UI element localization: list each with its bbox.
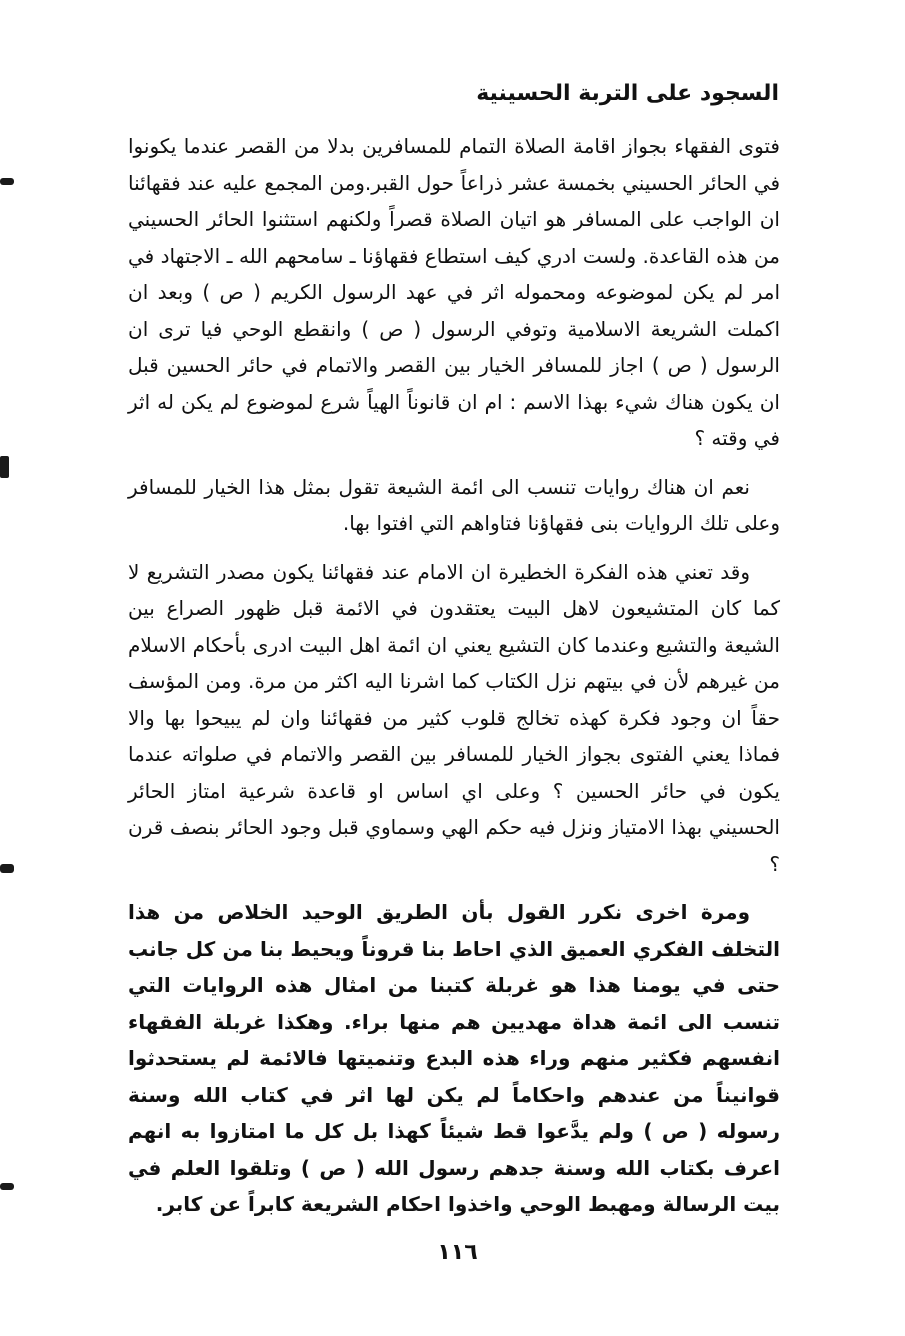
- scan-edge-mark: [0, 864, 14, 873]
- running-title: السجود على التربة الحسينية: [476, 81, 779, 106]
- paragraph-2: نعم ان هناك روايات تنسب الى ائمة الشيعة تقول بمثل هذا الخيار للمسافر وعلى تلك الروايات بنى فقهاؤنا فتاواهم التي افتوا بها.: [128, 474, 780, 535]
- paragraph-gap: [128, 542, 780, 554]
- scan-edge-mark: [0, 178, 14, 185]
- paragraph-3: وقد تعني هذه الفكرة الخطيرة ان الامام عند فقهائنا يكون مصدر التشريع لا كما كان المتشيعون لاهل البيت يعتقدون في الائمة قبل ظهور الصراع بين الشيعة والتشيع وعندما كان التشيع يعني ان ائمة اهل البيت ادرى بأحكام الاسلام من غيرهم لأن في بيتهم نزل الكتاب كما اشرنا اليه اكثر من مرة. ومن المؤسف حقاً ان وجود فكرة كهذه تخالج قلوب كثير من فقهائنا وان لم يبيحوا بها والا فماذا يعني الفتوى بجواز الخيار للمسافر بين القصر والاتمام في صلواته عندما يكون في حائر الحسين ؟ وعلى اي اساس او قاعدة شرعية امتاز الحائر الحسيني بهذا الامتياز ونزل فيه حكم الهي وسماوي قبل وجود الحائر بنصف قرن ؟: [128, 559, 780, 876]
- paragraph-gap: [128, 457, 780, 469]
- paragraph-4: ومرة اخرى نكرر القول بأن الطريق الوحيد الخلاص من هذا التخلف الفكري العميق الذي احاط بنا قروناً ويحيط بنا من كل جانب حتى في يومنا هذا هو غربلة كتبنا من امثال هذه الروايات التي تنسب الى ائمة هداة مهديين هم منها براء. وهكذا غربلة الفقهاء انفسهم فكثير منهم وراء هذه البدع وتنميتها فالائمة لم يستحدثوا قوانيناً من عندهم واحكاماً لم يكن لها اثر في كتاب الله وسنة رسوله ( ص ) ولم يدَّعوا قط شيئاً كهذا بل كل ما امتازوا به انهم اعرف بكتاب الله وسنة جدهم رسول الله ( ص ) وتلقوا العلم في بيت الرسالة ومهبط الوحي واخذوا احكام الشريعة كابراً عن كابر.: [128, 900, 780, 1216]
- paragraph-1: فتوى الفقهاء بجواز اقامة الصلاة التمام للمسافرين بدلا من القصر عندما يكونوا في الحائر الحسيني بخمسة عشر ذراعاً حول القبر.ومن المجمع عليه عند فقهائنا ان الواجب على المسافر هو اتيان الصلاة قصراً ولكنهم استثنوا الحائر الحسيني من هذه القاعدة. ولست ادري كيف استطاع فقهاؤنا ـ سامحهم الله ـ الاجتهاد في امر لم يكن لموضوعه ومحموله اثر في عهد الرسول الكريم ( ص ) وبعد ان اكملت الشريعة الاسلامية وتوفي الرسول ( ص ) وانقطع الوحي فيا ترى ان الرسول ( ص ) اجاز للمسافر الخيار بين القصر والاتمام في حائر الحسين قبل ان يكون هناك شيء بهذا الاسم : ام ان قانوناً الهياً شرع لموضوع لم يكن له اثر في وقته ؟: [128, 134, 780, 450]
- body-text: [128, 128, 780, 1223]
- paragraph-gap: [128, 882, 780, 894]
- scan-edge-mark: [0, 1183, 14, 1190]
- page-number: ١١٦: [437, 1240, 478, 1265]
- scan-edge-mark: [0, 456, 9, 478]
